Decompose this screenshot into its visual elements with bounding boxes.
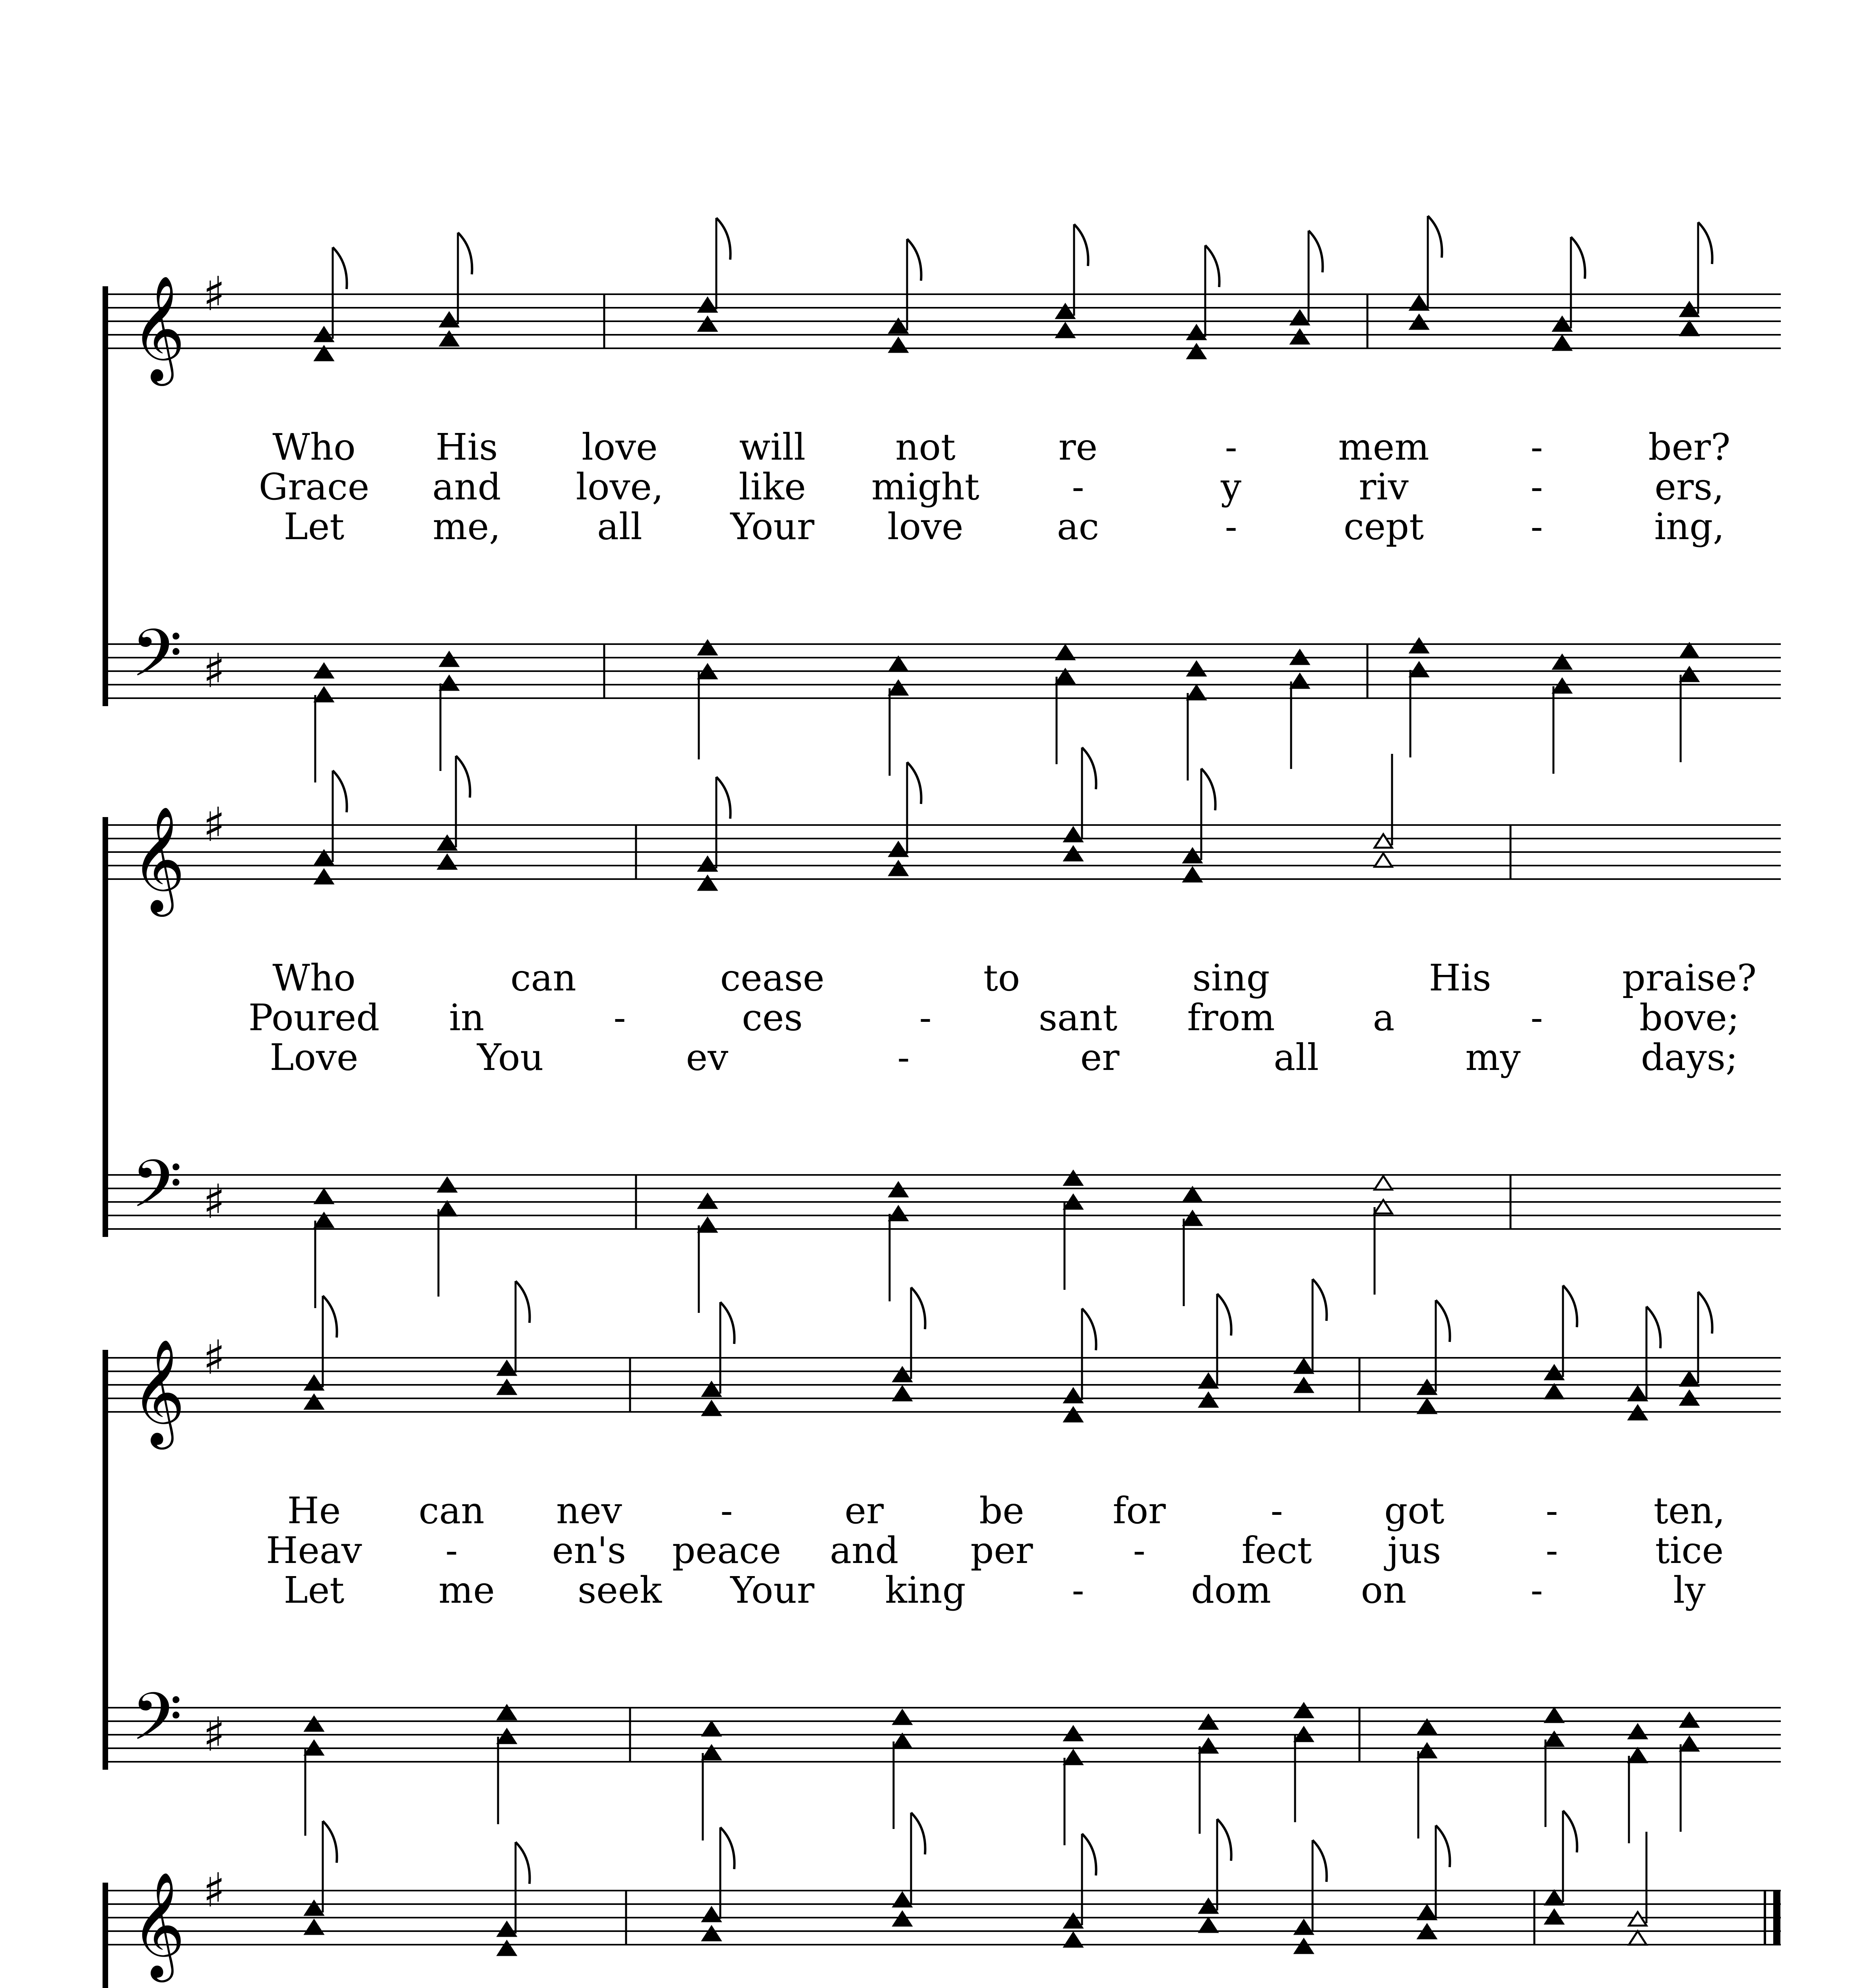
lyric-syllable: ers, [1654,466,1724,508]
lyric-syllable: for [1113,1489,1166,1532]
lyric-syllable: Let [283,1569,345,1611]
note-flag [1205,245,1220,287]
note-flag [323,1821,337,1863]
bass-clef-icon: 𝄢 [131,615,182,708]
lyric-syllable: bove; [1639,996,1739,1039]
bass-note [305,1717,323,1731]
bass-note [440,676,458,690]
bass-note [1629,1749,1646,1762]
treble-note [498,1941,516,1955]
note-flag [1201,769,1216,810]
lyric-syllable: - [1270,1489,1283,1532]
bass-note [894,1710,911,1724]
lyric-syllable: sing [1192,957,1270,999]
bass-note [440,652,458,666]
treble-clef-icon: 𝄞 [131,1339,185,1445]
lyric-syllable: - [1530,1569,1543,1611]
lyric-syllable: all [597,505,642,548]
note-flag [1313,1279,1327,1321]
lyric-syllable: dom [1191,1569,1271,1611]
lyric-syllable: - [1133,1529,1146,1572]
note-flag [1313,1840,1327,1882]
lyric-syllable: seek [578,1569,662,1611]
note-flag [458,233,472,274]
treble-note [1629,1912,1646,1926]
lyric-syllable: praise? [1622,957,1757,999]
treble-note [1629,1387,1646,1400]
bass-clef-icon: 𝄢 [131,1146,182,1239]
lyric-syllable: Love [270,1036,359,1079]
note-flag [333,771,347,812]
note-flag [516,1281,530,1323]
lyric-syllable: - [919,996,932,1039]
lyric-syllable: from [1187,996,1275,1039]
note-flag [1217,1294,1231,1336]
treble-note [1200,1374,1217,1388]
bass-note [1188,686,1205,699]
lyric-syllable: - [1530,426,1543,468]
lyric-syllable: on [1361,1569,1407,1611]
lyric-syllable: His [435,426,498,468]
lyric-syllable: love, [576,466,664,508]
treble-note [1418,1906,1436,1919]
treble-note [1545,1385,1563,1398]
bass-clef-icon: 𝄢 [131,1679,182,1771]
note-flag [1698,222,1712,264]
note-flag [323,1296,337,1338]
treble-note [1200,1918,1217,1932]
lyric-syllable: y [1221,466,1241,508]
bass-note [1184,1211,1201,1225]
note-flag [1082,1834,1096,1875]
treble-note [699,317,716,331]
note-flag [1563,1811,1577,1852]
bass-note [1681,668,1698,681]
treble-note [1375,853,1392,867]
lyric-syllable: jus [1387,1529,1441,1572]
lyric-syllable: per [970,1529,1033,1572]
note-flag [1217,1819,1231,1861]
lyric-syllable: not [895,426,956,468]
bass-note [699,641,716,654]
lyric-syllable: You [477,1036,544,1079]
bass-note [1375,1176,1392,1190]
note-flag [911,1813,925,1854]
lyric-syllable: sant [1038,996,1118,1039]
lyric-syllable: Your [730,505,814,548]
treble-note [1200,1899,1217,1913]
bass-note [315,1190,333,1203]
treble-note [305,1395,323,1409]
lyric-syllable: king [885,1569,966,1611]
note-flag [1698,1292,1712,1334]
system-1 [105,216,1781,782]
note-flag [911,1287,925,1329]
bass-note [498,1730,516,1743]
bass-note [1410,639,1428,652]
treble-note [1681,303,1698,316]
lyric-syllable: and [830,1529,899,1572]
treble-note [1545,1891,1563,1905]
note-flag [716,777,731,819]
treble-note [1295,1359,1313,1373]
treble-note [315,870,333,883]
treble-note [1065,1933,1082,1947]
lyric-syllable: days; [1641,1036,1738,1079]
lyric-syllable: ly [1673,1569,1706,1611]
treble-note [305,1920,323,1934]
lyric-syllable: ten, [1654,1489,1725,1532]
bass-note [1291,674,1309,688]
lyric-syllable: - [445,1529,458,1572]
treble-clef-icon: 𝄞 [131,275,185,381]
lyric-syllable: - [1072,466,1084,508]
note-flag [720,1302,735,1344]
system-3 [105,1279,1781,1845]
lyric-syllable: ac [1057,505,1099,548]
note-flag [1571,237,1585,279]
treble-note [1065,1408,1082,1421]
lyric-syllable: my [1465,1036,1521,1079]
lyric-syllable: Grace [258,466,370,508]
treble-note [703,1908,720,1921]
bass-note [1057,646,1074,659]
treble-note [498,1380,516,1394]
treble-clef-icon: 𝄞 [131,1872,185,1978]
treble-note [1057,324,1074,337]
lyric-syllable: to [983,957,1020,999]
bass-note [1418,1744,1436,1757]
treble-note [1184,849,1201,862]
note-flag [516,1842,530,1884]
treble-note [1553,336,1571,350]
lyric-syllable: - [1530,466,1543,508]
note-flag [720,1827,735,1869]
lyric-syllable: and [432,466,501,508]
bass-note [1295,1704,1313,1717]
treble-note [894,1912,911,1926]
bass-note [1681,1713,1698,1727]
treble-note [315,851,333,864]
treble-note [699,298,716,312]
lyric-syllable: er [1080,1036,1120,1079]
lyric-syllable: nev [556,1489,622,1532]
treble-note [1057,305,1074,318]
bass-note [1184,1188,1201,1201]
bass-note [894,1734,911,1748]
treble-note [1553,317,1571,331]
treble-note [1629,1931,1646,1945]
note-flag [716,218,731,260]
treble-note [703,1927,720,1940]
treble-note [894,1387,911,1400]
treble-note [1681,1372,1698,1386]
lyric-syllable: might [871,466,979,508]
lyric-syllable: - [720,1489,733,1532]
bass-note [1418,1720,1436,1734]
lyric-syllable: - [1072,1569,1084,1611]
treble-note [1065,828,1082,841]
lyric-syllable: - [1545,1489,1558,1532]
bass-note [890,1207,907,1220]
lyric-syllable: me [438,1569,495,1611]
treble-note [438,855,456,869]
treble-note [1291,330,1309,344]
bass-note [1065,1171,1082,1185]
lyric-syllable: - [1530,996,1543,1039]
treble-note [1418,1400,1436,1413]
treble-note [894,1368,911,1381]
bass-note [890,1183,907,1196]
treble-note [894,1893,911,1906]
treble-note [1375,834,1392,848]
note-flag [907,762,921,804]
bass-note [1188,662,1205,676]
treble-note [1065,1914,1082,1928]
treble-note [498,1361,516,1375]
system-2 [105,747,1781,1313]
lyric-syllable: re [1058,426,1098,468]
bass-note [890,681,907,695]
lyric-syllable: - [1545,1529,1558,1572]
lyric-syllable: His [1429,957,1491,999]
lyric-syllable: Who [272,426,356,468]
bass-note [1410,663,1428,676]
treble-clef-icon: 𝄞 [131,806,185,912]
sharp-icon: ♯ [203,1174,226,1229]
bass-note [1681,644,1698,657]
lyric-syllable: Your [730,1569,814,1611]
treble-note [1291,311,1309,324]
lyric-syllable: can [510,957,576,999]
lyric-syllable: tice [1655,1529,1724,1572]
lyric-syllable: mem [1338,426,1429,468]
treble-note [498,1922,516,1936]
bass-note [1545,1708,1563,1722]
lyric-syllable: like [739,466,806,508]
lyric-syllable: - [1530,505,1543,548]
lyric-syllable: got [1384,1489,1445,1532]
bass-note [699,1218,716,1232]
note-flag [456,756,470,798]
treble-note [1184,868,1201,881]
treble-note [890,843,907,856]
treble-note [1200,1393,1217,1407]
treble-note [1681,322,1698,335]
treble-note [1295,1939,1313,1953]
note-flag [1074,224,1088,266]
bass-note [890,657,907,671]
system-4 [105,1811,1781,1988]
lyric-syllable: can [419,1489,485,1532]
lyric-syllable: ber? [1648,426,1731,468]
lyric-syllable: will [739,426,806,468]
lyric-syllable: - [1225,505,1237,548]
lyric-syllable: ev [686,1036,729,1079]
note-flag [333,247,347,289]
bass-note [1553,679,1571,693]
sharp-icon: ♯ [203,266,226,321]
lyric-syllable: peace [672,1529,781,1572]
bass-note [1629,1725,1646,1738]
treble-note [1295,1920,1313,1934]
lyric-syllable: Let [283,505,345,548]
lyric-syllable: cept [1344,505,1424,548]
lyric-syllable: all [1274,1036,1319,1079]
treble-note [1188,345,1205,358]
lyric-syllable: - [1225,426,1237,468]
lyric-syllable: - [613,996,626,1039]
lyric-syllable: Who [272,957,356,999]
note-flag [907,239,921,281]
lyric-syllable: - [897,1036,910,1079]
lyric-syllable: riv [1359,466,1409,508]
treble-note [890,338,907,352]
bass-note [438,1178,456,1192]
lyric-syllable: Heav [266,1529,362,1572]
note-flag [1309,231,1323,272]
lyric-syllable: ing, [1654,505,1725,548]
treble-note [1410,296,1428,310]
note-flag [1436,1300,1450,1342]
bass-note [703,1722,720,1736]
sharp-icon: ♯ [203,1863,226,1918]
lyric-syllable: Poured [248,996,380,1039]
treble-note [1065,1389,1082,1402]
note-flag [1646,1307,1661,1348]
treble-note [1545,1366,1563,1379]
treble-note [1065,847,1082,860]
bass-note [1065,1751,1082,1764]
sharp-icon: ♯ [203,1330,226,1385]
treble-note [699,857,716,871]
treble-note [1188,326,1205,339]
bass-note [1065,1727,1082,1740]
lyric-syllable: ces [742,996,803,1039]
note-flag [1563,1285,1577,1327]
treble-note [440,313,458,326]
treble-note [890,862,907,875]
lyric-syllable: a [1373,996,1395,1039]
note-flag [1082,1309,1096,1350]
sharp-icon: ♯ [203,797,226,852]
sharp-icon: ♯ [203,643,226,698]
lyric-syllable: cease [720,957,825,999]
bass-note [1681,1737,1698,1751]
bass-note [1200,1739,1217,1753]
lyric-syllable: be [979,1489,1024,1532]
bass-note [438,1202,456,1215]
note-flag [1436,1825,1450,1867]
note-flag [1082,747,1096,789]
lyric-syllable: en's [552,1529,626,1572]
lyric-syllable: He [287,1489,341,1532]
lyric-syllable: love [887,505,964,548]
lyric-syllable: in [449,996,485,1039]
treble-note [703,1402,720,1415]
note-flag [1428,216,1442,258]
lyric-syllable: me, [432,505,501,548]
lyric-syllable: love [582,426,658,468]
bass-note [315,688,333,701]
lyric-syllable: fect [1241,1529,1312,1572]
sharp-icon: ♯ [203,1707,226,1762]
lyric-syllable: er [844,1489,884,1532]
treble-note [305,1376,323,1390]
treble-note [1418,1380,1436,1394]
